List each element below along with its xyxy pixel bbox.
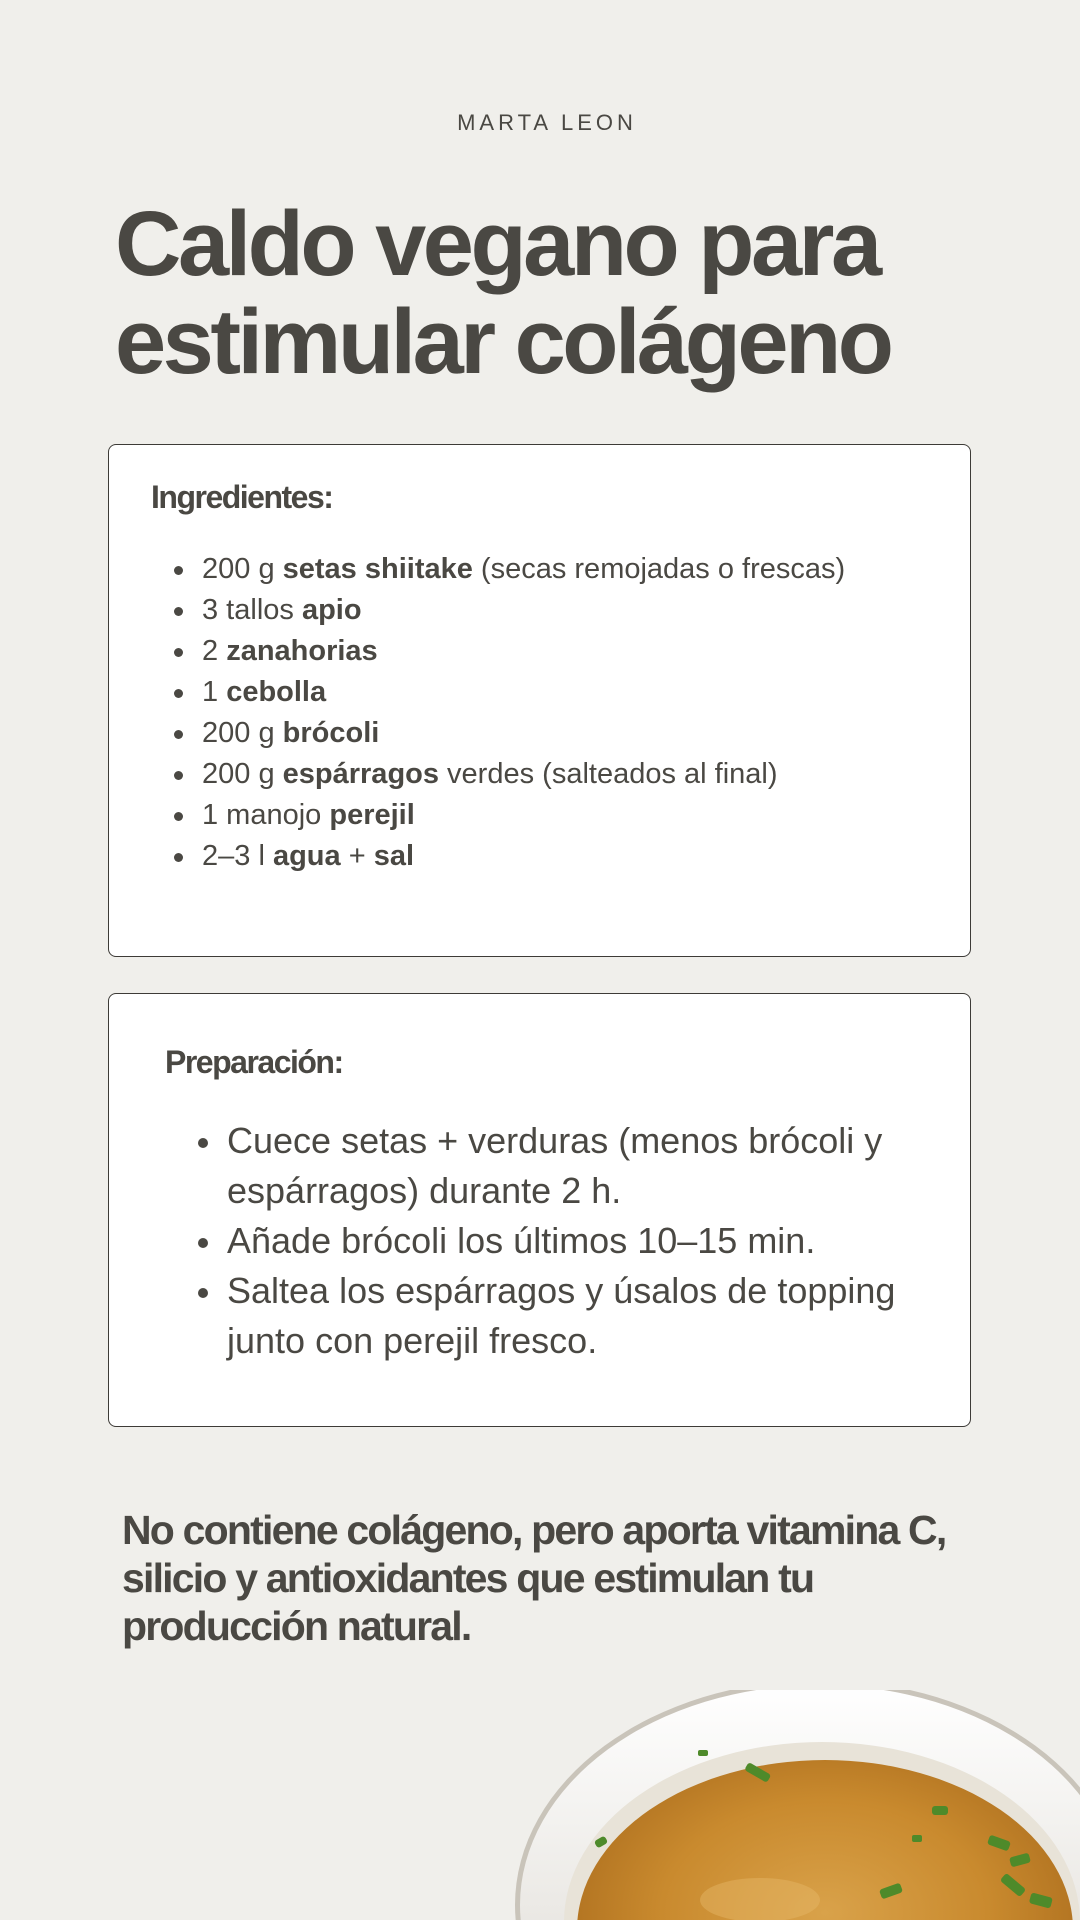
author-name: MARTA LEON [457,110,637,135]
ingredient-item: 2–3 l agua + sal [202,836,942,877]
recipe-title: Caldo vegano para estimular colágeno [115,193,891,393]
preparation-heading: Preparación: [165,1044,343,1080]
ingredient-item: 200 g setas shiitake (secas remojadas o frescas) [202,549,942,590]
ingredient-item: 3 tallos apio [202,590,942,631]
preparation-steps [227,1116,947,1366]
ingredients-list [202,549,942,877]
closing-statement: No contiene colágeno, pero aporta vitamina C, silicio y antioxidantes que estimulan tu producción natural. [122,1507,946,1649]
ingredient-item: 200 g espárragos verdes (salteados al final) [202,754,942,795]
broth-bowl-image [500,1690,1080,1920]
ingredient-item: 1 cebolla [202,672,942,713]
ingredient-item: 1 manojo perejil [202,795,942,836]
ingredients-heading: Ingredientes: [151,479,333,515]
preparation-step: Saltea los espárragos y úsalos de topping junto con perejil fresco. [227,1266,947,1366]
preparation-step: Añade brócoli los últimos 10–15 min. [227,1216,947,1266]
ingredient-item: 200 g brócoli [202,713,942,754]
preparation-step: Cuece setas + verduras (menos brócoli y espárragos) durante 2 h. [227,1116,947,1216]
preparation-card [108,993,971,1427]
ingredients-card [108,444,971,957]
ingredient-item: 2 zanahorias [202,631,942,672]
